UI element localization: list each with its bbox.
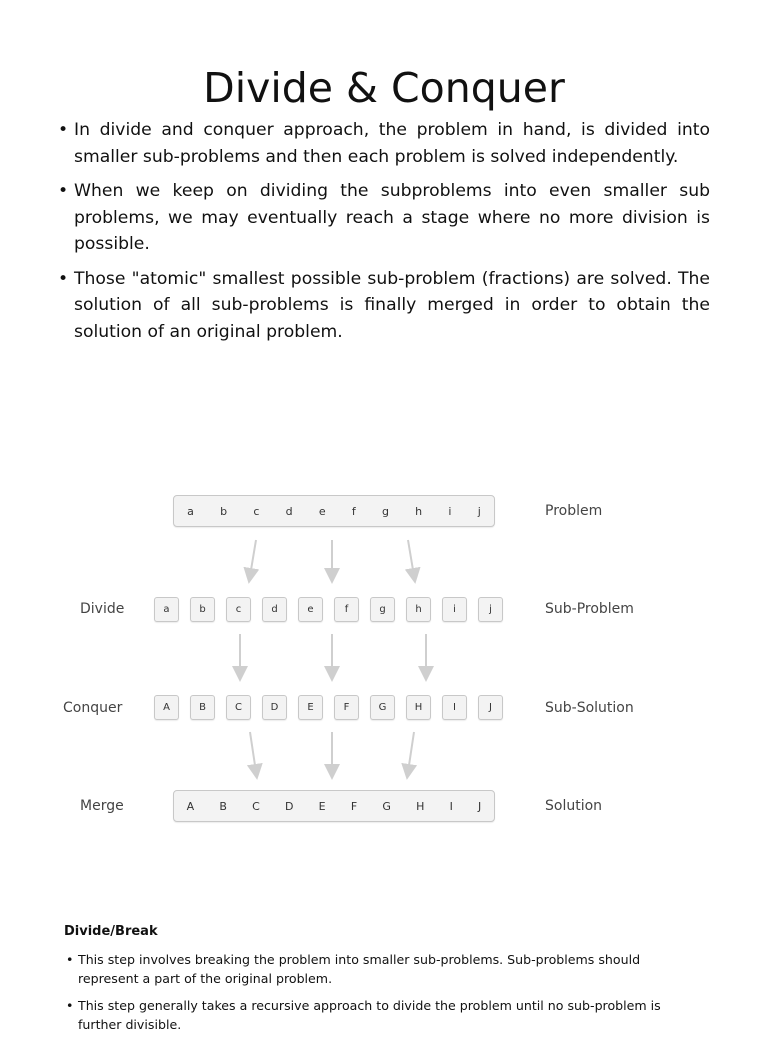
section-heading: Divide/Break — [64, 924, 158, 939]
problem-row — [173, 495, 495, 527]
problem-item: e — [318, 504, 326, 518]
sub-problem-label: Sub-Problem — [545, 601, 634, 617]
solution-bar — [173, 790, 495, 822]
arrow-icon — [408, 732, 414, 772]
solution-item: C — [252, 799, 260, 813]
sub-problem-box: e — [298, 597, 323, 622]
sub-problem-box: f — [334, 597, 359, 622]
arrow-icon — [250, 540, 256, 576]
section-notes-list — [64, 950, 684, 1042]
problem-item: g — [381, 504, 389, 518]
solution-item: A — [186, 799, 195, 813]
solution-row — [173, 790, 495, 822]
conquer-label: Conquer — [63, 700, 123, 716]
sub-solution-box: D — [262, 695, 287, 720]
sub-problem-row — [154, 597, 514, 622]
problem-item: a — [187, 504, 194, 518]
sub-problem-box: j — [478, 597, 503, 622]
arrow-icon — [408, 540, 414, 576]
solution-item: B — [219, 799, 227, 813]
bullet-item: • In divide and conquer approach, the problem in hand, is divided into smaller sub-problems and then each problem is solved independently. — [58, 117, 710, 170]
sub-problem-box: g — [370, 597, 395, 622]
sub-solution-box: B — [190, 695, 215, 720]
sub-solution-box: G — [370, 695, 395, 720]
problem-item: f — [351, 504, 356, 518]
problem-item: j — [477, 504, 481, 518]
problem-label: Problem — [545, 503, 603, 519]
problem-item: b — [220, 504, 228, 518]
sub-solution-label: Sub-Solution — [545, 700, 634, 716]
sub-problem-box: d — [262, 597, 287, 622]
sub-solution-box: I — [442, 695, 467, 720]
intro-bullet-list — [58, 117, 710, 353]
arrow-icon — [250, 732, 256, 772]
problem-item: i — [448, 504, 452, 518]
sub-problem-box: h — [406, 597, 431, 622]
note-item: • This step generally takes a recursive approach to divide the problem until no sub-problem is further divisible. — [64, 996, 684, 1034]
note-item: • This step involves breaking the problem into smaller sub-problems. Sub-problems should represent a part of the original problem. — [64, 950, 684, 988]
solution-item: J — [478, 799, 482, 813]
solution-item: H — [416, 799, 425, 813]
bullet-item: • Those "atomic" smallest possible sub-problem (fractions) are solved. The solution of all sub-problems is finally merged in order to obtain the solution of an original problem. — [58, 266, 710, 346]
divide-label: Divide — [80, 601, 125, 617]
sub-solution-box: A — [154, 695, 179, 720]
problem-item: d — [285, 504, 293, 518]
problem-bar — [173, 495, 495, 527]
problem-item: c — [253, 504, 260, 518]
page-title: Divide & Conquer — [203, 64, 565, 112]
solution-item: D — [284, 799, 294, 813]
sub-problem-box: i — [442, 597, 467, 622]
solution-item: I — [449, 799, 453, 813]
solution-item: F — [350, 799, 358, 813]
sub-solution-box: J — [478, 695, 503, 720]
solution-item: E — [318, 799, 326, 813]
bullet-item: • When we keep on dividing the subproblems into even smaller sub problems, we may eventually reach a stage where no more division is possible. — [58, 178, 710, 258]
solution-item: G — [382, 799, 391, 813]
sub-problem-box: a — [154, 597, 179, 622]
sub-solution-box: C — [226, 695, 251, 720]
sub-solution-box: E — [298, 695, 323, 720]
sub-problem-box: b — [190, 597, 215, 622]
arrows-layer — [0, 480, 768, 840]
sub-problem-box: c — [226, 597, 251, 622]
solution-label: Solution — [545, 798, 603, 814]
divide-conquer-diagram — [0, 480, 768, 840]
sub-solution-row — [154, 695, 514, 720]
merge-label: Merge — [80, 798, 124, 814]
sub-solution-box: F — [334, 695, 359, 720]
sub-solution-box: H — [406, 695, 431, 720]
problem-item: h — [415, 504, 423, 518]
